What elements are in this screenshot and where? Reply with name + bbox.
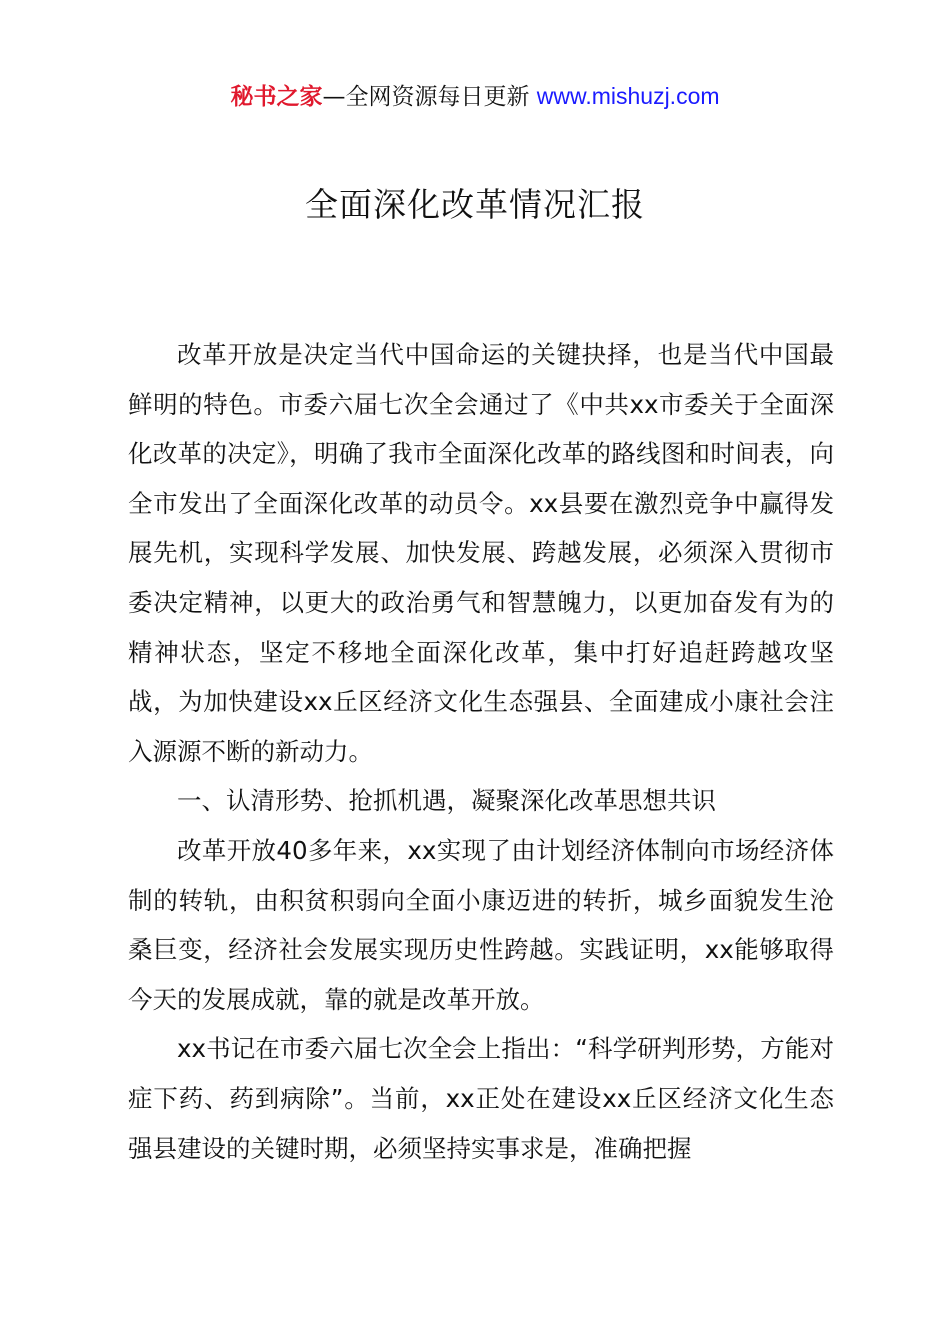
document-body	[128, 330, 834, 1173]
site-brand: 秘书之家	[230, 84, 323, 110]
section-heading-1: 一、认清形势、抢抓机遇，凝聚深化改革思想共识	[177, 786, 716, 816]
paragraph-secretary-quote: xx书记在市委六届七次全会上指出：“科学研判形势，方能对症下药、药到病除”。当前，xx正处在建设xx丘区经济文化生态强县建设的关键时期，必须坚持实事求是，准确把握	[128, 1034, 834, 1163]
site-tagline: —全网资源每日更新	[322, 84, 530, 110]
paragraph-reform-history: 改革开放40多年来，xx实现了由计划经济体制向市场经济体制的转轨，由积贫积弱向全面小康迈进的转折，城乡面貌发生沧桑巨变，经济社会发展实现历史性跨越。实践证明，xx能够取得今天的发展成就，靠的就是改革开放。	[128, 835, 834, 1014]
site-url-link[interactable]: www.mishuzj.com	[536, 83, 720, 109]
site-header	[0, 80, 950, 113]
paragraph-intro: 改革开放是决定当代中国命运的关键抉择，也是当代中国最鲜明的特色。市委六届七次全会通过了《中共xx市委关于全面深化改革的决定》，明确了我市全面深化改革的路线图和时间表，向全市发出了全面深化改革的动员令。xx县要在激烈竞争中赢得发展先机，实现科学发展、加快发展、跨越发展，必须深入贯彻市委决定精神，以更大的政治勇气和智慧魄力，以更加奋发有为的精神状态，坚定不移地全面深化改革，集中打好追赶跨越攻坚战，为加快建设xx丘区经济文化生态强县、全面建成小康社会注入源源不断的新动力。	[128, 340, 834, 766]
document-title: 全面深化改革情况汇报	[305, 185, 645, 224]
